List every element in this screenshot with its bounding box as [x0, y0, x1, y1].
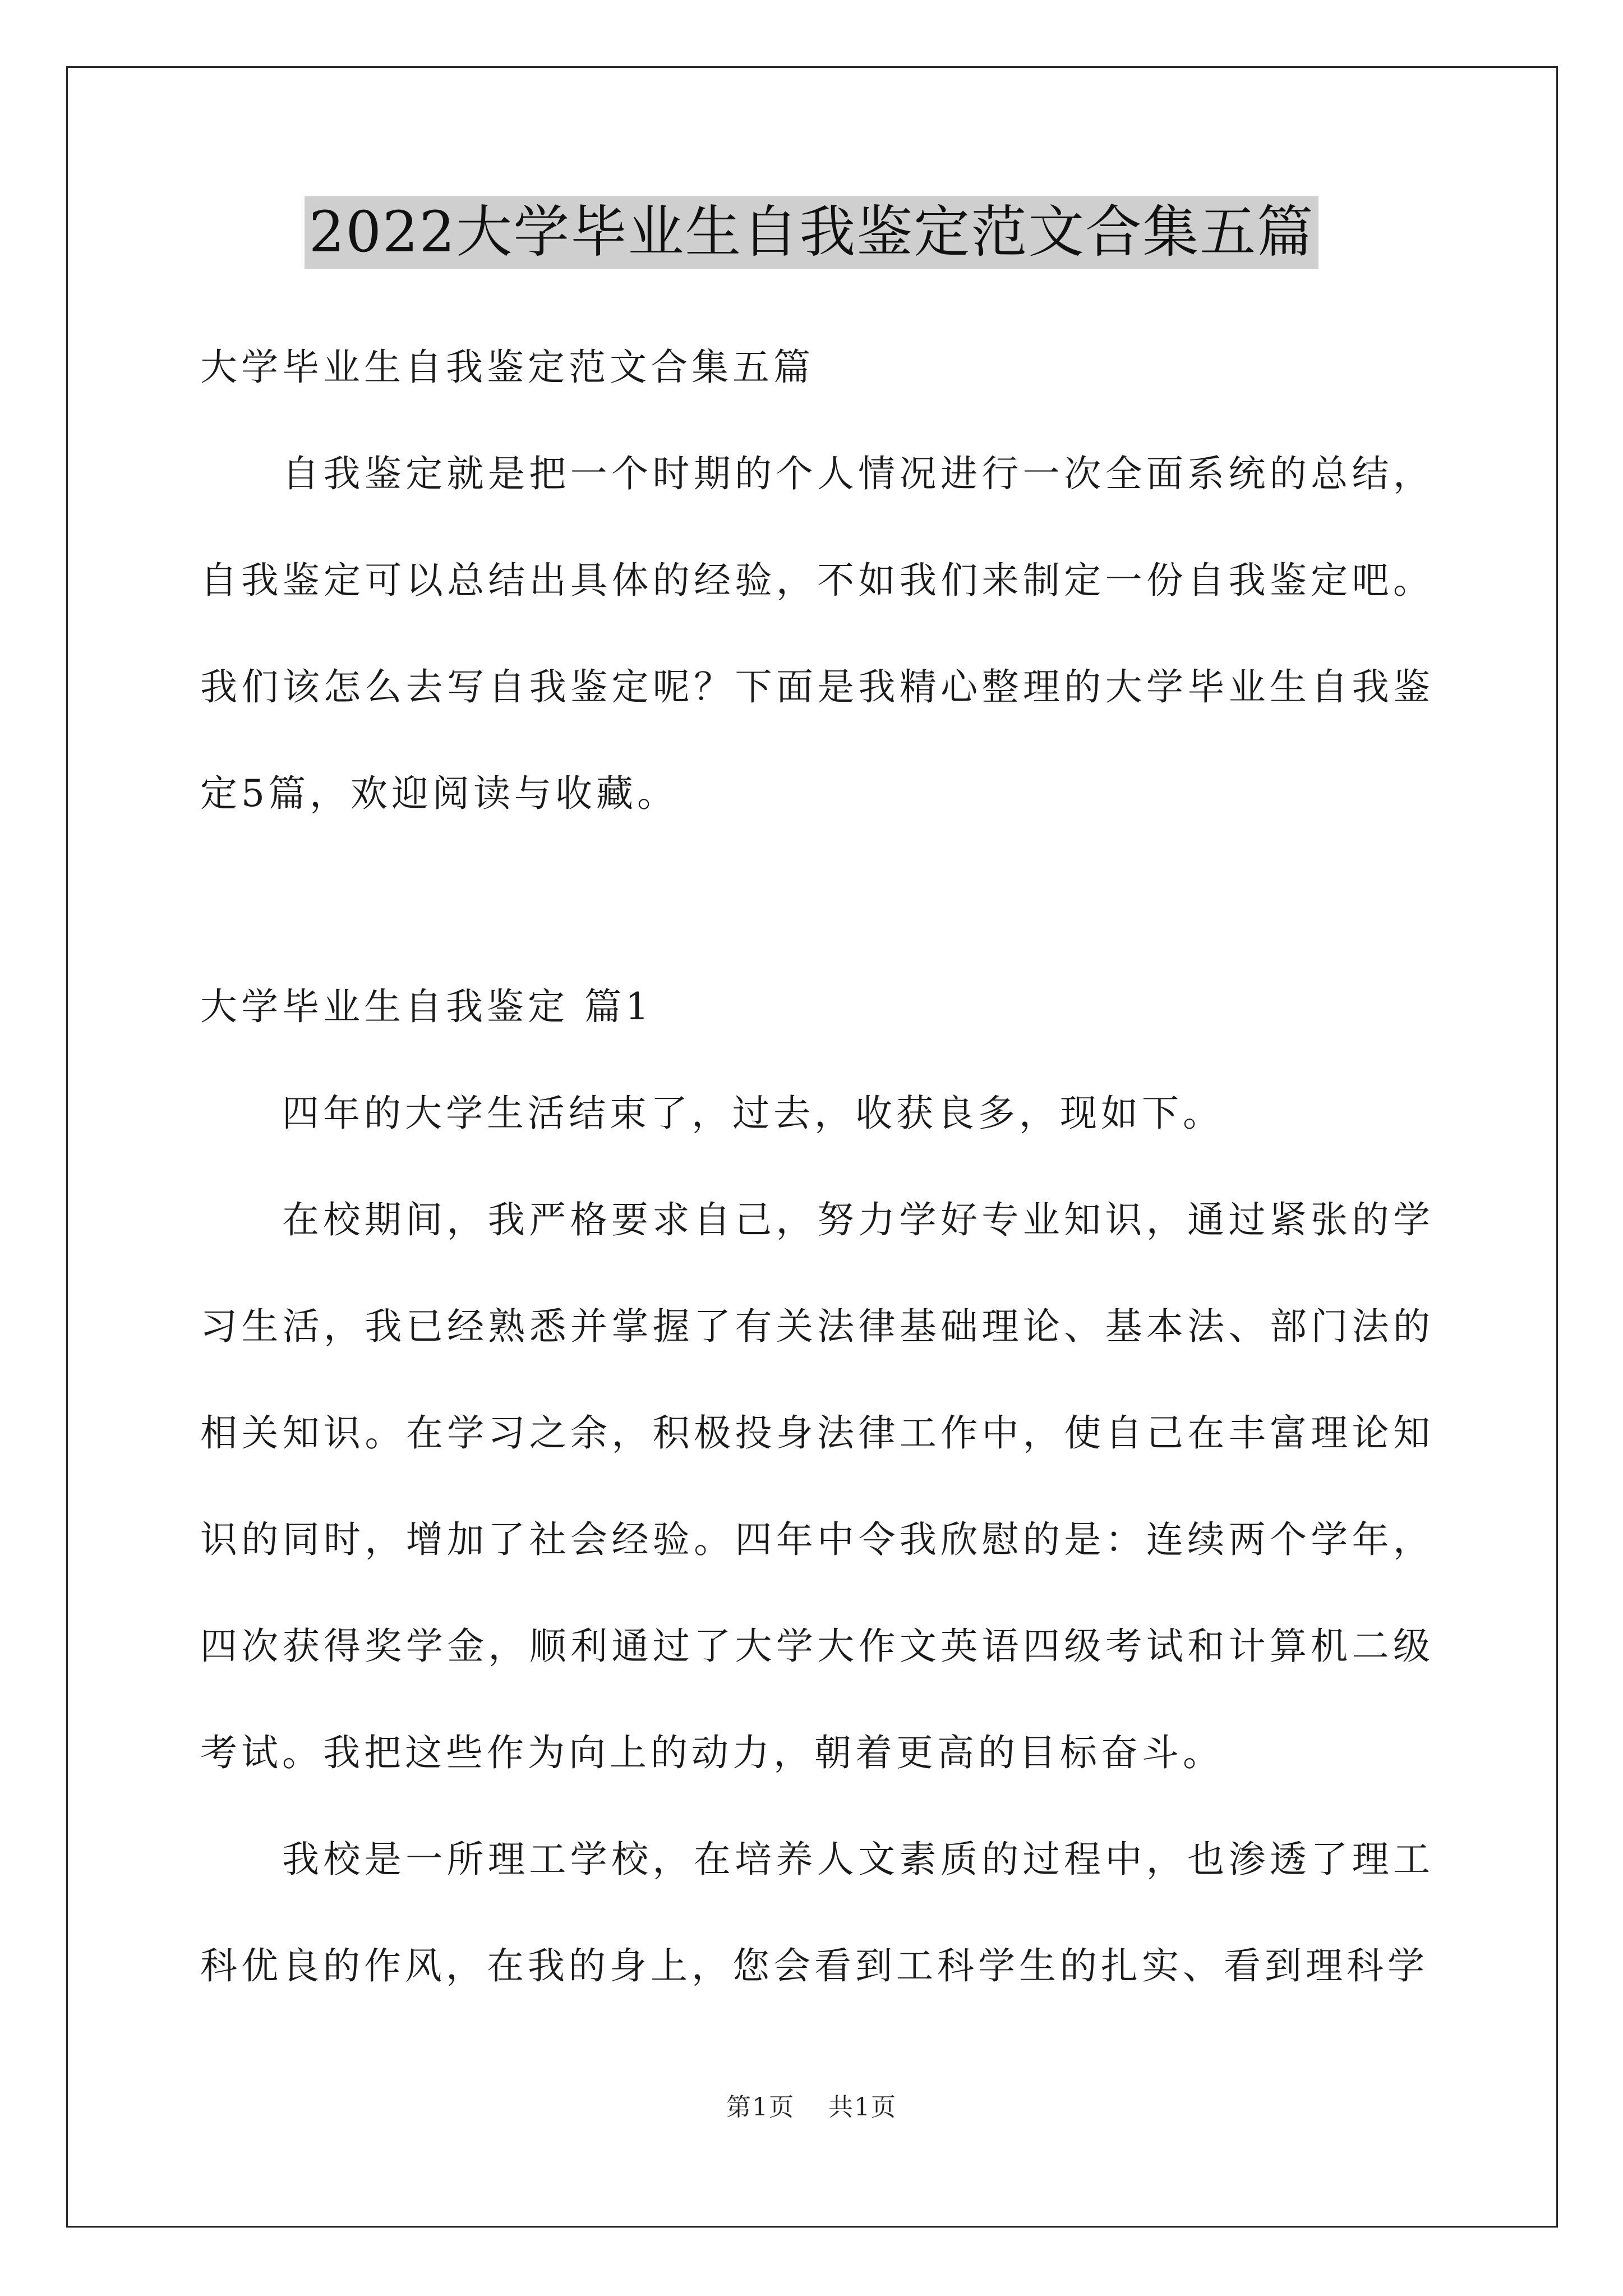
body-paragraph: 我校是一所理工学校，在培养人文素质的过程中，也渗透了理工科优良的作风，在我的身上，您会看到工科学生的扎实、看到理科学	[200, 1838, 1434, 1987]
document-body	[200, 314, 1434, 2019]
page-total: 共1页	[828, 2093, 897, 2122]
document-subtitle: 大学毕业生自我鉴定范文合集五篇	[200, 346, 814, 389]
page-number: 第1页	[726, 2093, 795, 2122]
section-heading: 大学毕业生自我鉴定 篇1	[200, 985, 653, 1028]
intro-paragraph: 自我鉴定就是把一个时期的个人情况进行一次全面系统的总结，自我鉴定可以总结出具体的经验，不如我们来制定一份自我鉴定吧。我们该怎么去写自我鉴定呢？下面是我精心整理的大学毕业生自我鉴定5篇，欢迎阅读与收藏。	[200, 452, 1434, 815]
body-paragraph: 在校期间，我严格要求自己，努力学好专业知识，通过紧张的学习生活，我已经熟悉并掌握了有关法律基础理论、基本法、部门法的相关知识。在学习之余，积极投身法律工作中，使自己在丰富理论知识的同时，增加了社会经验。四年中令我欣慰的是：连续两个学年，四次获得奖学金，顺利通过了大学大作文英语四级考试和计算机二级考试。我把这些作为向上的动力，朝着更高的目标奋斗。	[200, 1198, 1434, 1774]
page-footer	[0, 2087, 1623, 2123]
section-gap	[200, 847, 1434, 954]
document-title-text: 2022大学毕业生自我鉴定范文合集五篇	[305, 196, 1319, 269]
body-paragraph: 四年的大学生活结束了，过去，收获良多，现如下。	[282, 1092, 1224, 1135]
document-title	[0, 196, 1623, 269]
